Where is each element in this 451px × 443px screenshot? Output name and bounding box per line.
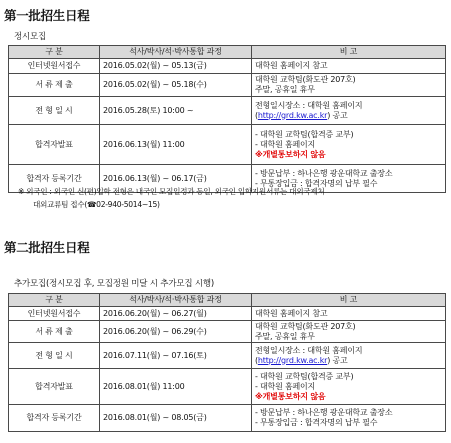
header-program: 석사/박사/석·박사통합 과정: [100, 294, 252, 307]
note-line: 대외교류팀 접수(☎02-940-5014~15): [33, 200, 160, 209]
row-remarks: [252, 369, 446, 405]
row-category: 인터넷원서접수: [9, 59, 100, 74]
header-remarks: 비 고: [252, 46, 446, 59]
remark-line: 주말, 공휴일 휴무: [255, 331, 315, 341]
table-row: [9, 343, 446, 369]
table-row: [9, 59, 446, 74]
remark-line: - 무통장입금 : 합격자명의 납부 필수: [255, 418, 378, 427]
row-remarks: [252, 97, 446, 125]
section1-subtitle: 정시모집: [14, 32, 47, 42]
table-header-row: [9, 46, 446, 59]
foreign-applicant-note: [18, 185, 324, 211]
header-program: 석사/박사/석·박사통합 과정: [100, 46, 252, 59]
section2-title: 第二批招生日程: [4, 240, 90, 255]
row-date: 2016.05.02(월) ~ 05.13(금): [100, 59, 252, 74]
section1-schedule-table: [8, 45, 446, 193]
row-category: 인터넷원서접수: [9, 307, 100, 321]
homepage-link[interactable]: http://grd.kw.ac.kr: [257, 355, 328, 365]
remark-line: 주말, 공휴일 휴무: [255, 85, 315, 94]
header-category: 구 분: [9, 294, 100, 307]
row-category: 합격자발표: [9, 125, 100, 165]
remark-url-line: (http://grd.kw.ac.kr) 공고: [255, 355, 348, 365]
row-category: 전 형 일 시: [9, 97, 100, 125]
remark-line: - 대학원 홈페이지: [255, 381, 316, 391]
row-date: 2016.05.28(토) 10:00 ~: [100, 97, 252, 125]
section1-title: 第一批招生日程: [4, 8, 90, 23]
row-date: 2016.06.13(월) 11:00: [100, 125, 252, 165]
remark-url-line: (http://grd.kw.ac.kr) 공고: [255, 110, 348, 120]
table-row: [9, 97, 446, 125]
row-category: 합격자 등록기간: [9, 165, 100, 193]
row-date: 2016.05.02(월) ~ 05.18(수): [100, 74, 252, 97]
table-row: [9, 307, 446, 321]
table-row: [9, 369, 446, 405]
row-date: 2016.07.11(월) ~ 07.16(토): [100, 343, 252, 369]
row-remarks: [252, 125, 446, 165]
row-remarks: [252, 405, 446, 432]
table-header-row: [9, 294, 446, 307]
section2-schedule-table: [8, 293, 446, 432]
remark-line: 대학원 교학팀(화도관 207호): [255, 75, 356, 84]
remark-line: 대학원 홈페이지 참고: [255, 308, 328, 318]
remark-warning: ※개별통보하지 않음: [255, 391, 326, 401]
row-category: 합격자발표: [9, 369, 100, 405]
row-date: 2016.06.13(월) ~ 06.17(금): [100, 165, 252, 193]
table-row: [9, 405, 446, 432]
row-remarks: [252, 74, 446, 97]
section2-subtitle: 추가모집(정시모집 후, 모집정원 미달 시 추가모집 시행): [14, 279, 214, 289]
remark-line: 대학원 교학팀(화도관 207호): [255, 321, 356, 331]
table-row: [9, 74, 446, 97]
table-row: [9, 125, 446, 165]
row-remarks: [252, 307, 446, 321]
remark-line: 전형일시장소 : 대학원 홈페이지: [255, 100, 363, 110]
remark-warning: ※개별통보하지 않음: [255, 149, 326, 159]
table-row: [9, 321, 446, 343]
row-date: 2016.06.20(월) ~ 06.27(월): [100, 307, 252, 321]
remark-line: 대학원 홈페이지 참고: [255, 61, 328, 70]
row-date: 2016.08.01(월) 11:00: [100, 369, 252, 405]
remark-line: 전형일시장소 : 대학원 홈페이지: [255, 345, 363, 355]
row-category: 합격자 등록기간: [9, 405, 100, 432]
row-remarks: [252, 321, 446, 343]
remark-line: - 대학원 교학팀(합격증 교부): [255, 129, 354, 139]
row-category: 전 형 일 시: [9, 343, 100, 369]
remark-line: - 무통장입금 : 합격자명의 납부 필수: [255, 178, 378, 188]
remark-line: - 방문납부 : 하나은행 광운대학교 출장소: [255, 168, 393, 178]
row-category: 서 류 제 출: [9, 321, 100, 343]
homepage-link[interactable]: http://grd.kw.ac.kr: [257, 110, 328, 120]
header-remarks: 비 고: [252, 294, 446, 307]
header-category: 구 분: [9, 46, 100, 59]
row-date: 2016.08.01(월) ~ 08.05(금): [100, 405, 252, 432]
row-remarks: [252, 343, 446, 369]
row-category: 서 류 제 출: [9, 74, 100, 97]
row-remarks: [252, 59, 446, 74]
note-line: ※ 외국인 : 외국인 신(편)입학 전형은 내국인 모집일정과 동일, 외국인 입학지원서류는 대외국제처: [18, 187, 325, 196]
remark-line: - 대학원 홈페이지: [255, 139, 316, 149]
remark-line: - 대학원 교학팀(합격증 교부): [255, 371, 354, 381]
row-date: 2016.06.20(월) ~ 06.29(수): [100, 321, 252, 343]
remark-line: - 방문납부 : 하나은행 광운대학교 출장소: [255, 408, 393, 417]
